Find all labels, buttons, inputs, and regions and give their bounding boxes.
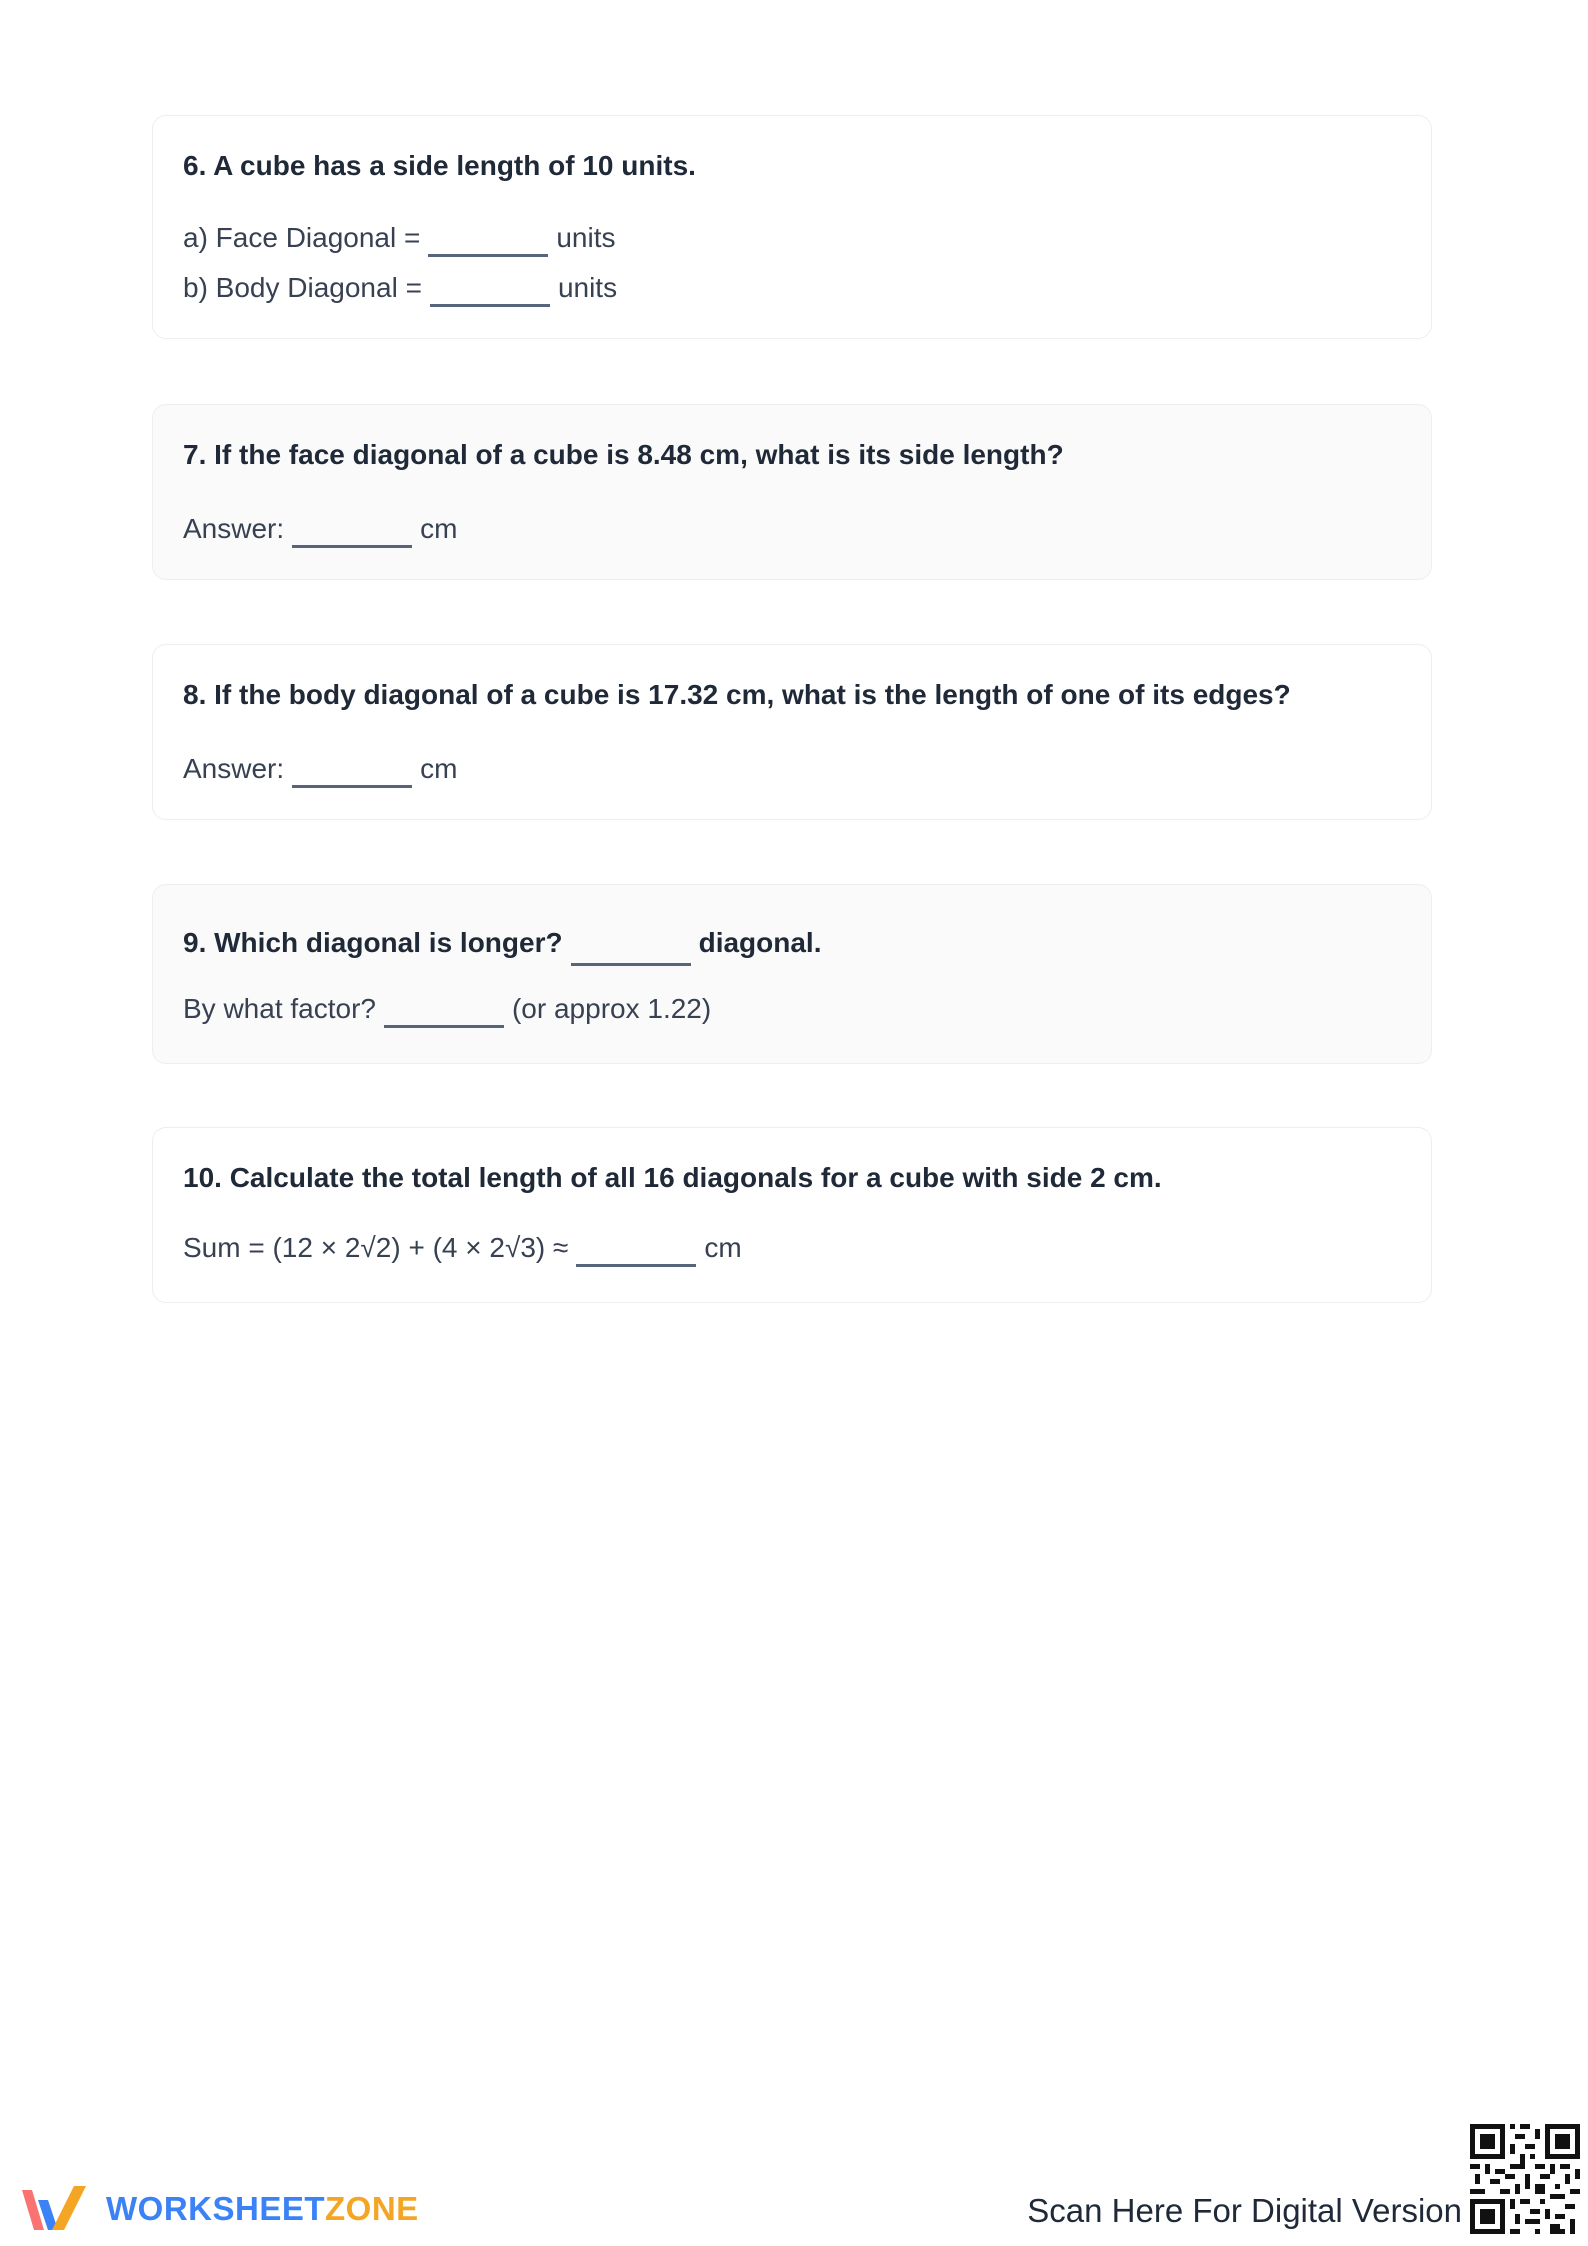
question-card-8 — [152, 644, 1432, 820]
answer-label: Answer: — [183, 513, 285, 544]
question-7-title: 7. If the face diagonal of a cube is 8.48 cm, what is its side length? — [183, 439, 1064, 470]
question-7-answer-blank[interactable] — [292, 515, 412, 548]
question-6-part-a — [183, 214, 616, 254]
question-card-9 — [152, 884, 1432, 1064]
face-diagonal-label: a) Face Diagonal = — [183, 222, 421, 253]
sum-expression: Sum = (12 × 2√2) + (4 × 2√3) ≈ — [183, 1232, 569, 1263]
question-8-answer-row — [183, 745, 457, 785]
question-7-answer-row — [183, 505, 457, 545]
brand-logo — [18, 2180, 419, 2238]
body-diagonal-label: b) Body Diagonal = — [183, 272, 422, 303]
question-10-title: 10. Calculate the total length of all 16 diagonals for a cube with side 2 cm. — [183, 1162, 1162, 1193]
brand-name-part2: ZONE — [325, 2190, 419, 2227]
sum-unit: cm — [704, 1232, 742, 1263]
factor-answer-blank[interactable] — [384, 995, 504, 1028]
sum-answer-blank[interactable] — [576, 1234, 696, 1267]
question-8-title: 8. If the body diagonal of a cube is 17.32 cm, what is the length of one of its edges? — [183, 679, 1291, 710]
question-9-title-end: diagonal. — [698, 927, 822, 958]
scan-instruction: Scan Here For Digital Version — [1027, 2192, 1462, 2229]
answer-label: Answer: — [183, 753, 285, 784]
brand-name-part1: WORKSHEET — [106, 2190, 325, 2227]
answer-unit: cm — [420, 753, 458, 784]
question-6-title: 6. A cube has a side length of 10 units. — [183, 150, 696, 181]
body-diagonal-unit: units — [557, 272, 618, 303]
factor-label: By what factor? — [183, 993, 376, 1024]
question-card-7 — [152, 404, 1432, 580]
question-card-10 — [152, 1127, 1432, 1303]
factor-note: (or approx 1.22) — [511, 993, 712, 1024]
question-9-factor-row — [183, 985, 711, 1025]
face-diagonal-unit: units — [556, 222, 616, 253]
face-diagonal-answer-blank[interactable] — [428, 224, 548, 257]
longer-diagonal-answer-blank[interactable] — [571, 933, 691, 966]
qr-code-icon[interactable] — [1470, 2124, 1580, 2234]
question-9-title — [183, 919, 822, 959]
brand-name — [106, 2190, 419, 2228]
question-9-title-start: 9. Which diagonal is longer? — [183, 927, 563, 958]
question-8-answer-blank[interactable] — [292, 755, 412, 788]
question-10-sum-row — [183, 1224, 742, 1264]
body-diagonal-answer-blank[interactable] — [430, 274, 550, 307]
answer-unit: cm — [420, 513, 458, 544]
question-6-part-b — [183, 264, 617, 304]
worksheetzone-logo-icon — [18, 2180, 96, 2238]
question-card-6 — [152, 115, 1432, 339]
